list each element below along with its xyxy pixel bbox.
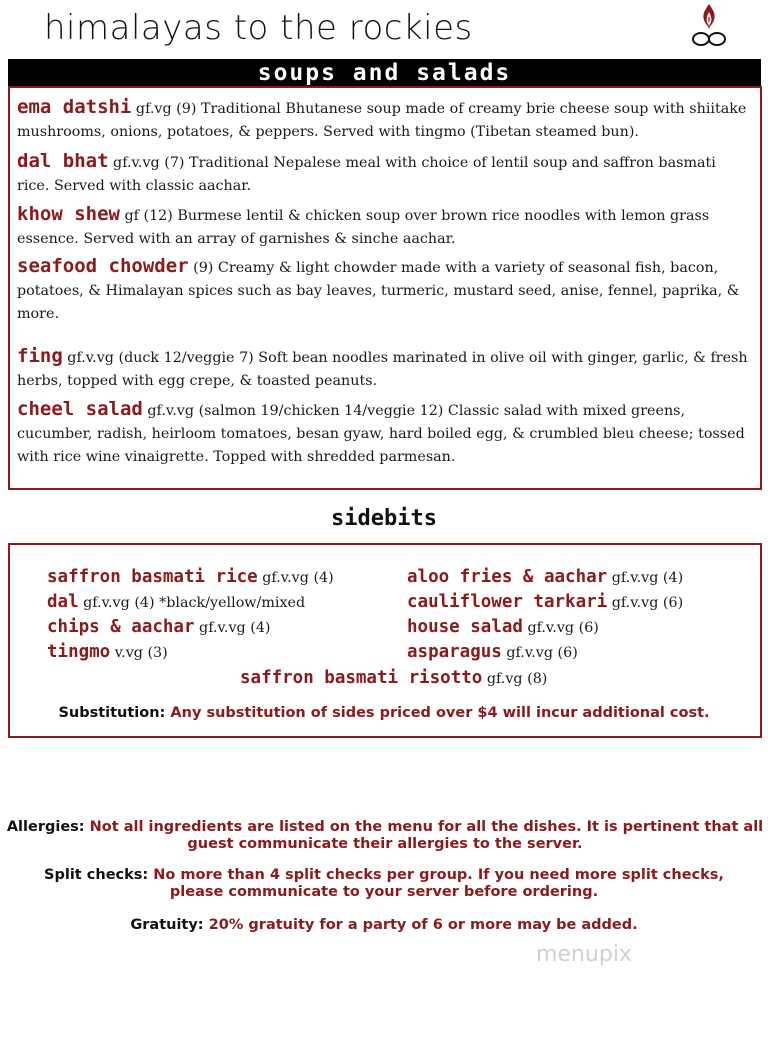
side-description: gf.v.vg (4) *black/yellow/mixed	[78, 595, 306, 611]
note-text: Any substitution of sides priced over $4 will incur additional cost.	[170, 705, 710, 721]
side-item	[407, 641, 578, 664]
allergies-note	[6, 819, 764, 853]
note-label: Substitution:	[58, 705, 171, 721]
side-name: aloo fries & aachar	[407, 567, 608, 587]
substitution-note	[0, 705, 768, 722]
menu-item	[17, 255, 752, 326]
note-text: Not all ingredients are listed on the menu for all the dishes. It is pertinent that all guest communicate their allergies to the server.	[89, 819, 764, 852]
side-description: gf.vg (8)	[482, 671, 548, 687]
note-label: Gratuity:	[130, 917, 209, 933]
side-name: saffron basmati risotto	[240, 668, 483, 688]
page-title: himalayas to the rockies	[44, 8, 473, 48]
note-text: No more than 4 split checks per group. If you need more split checks, please communicate to your server before ordering.	[153, 867, 724, 900]
menu-item	[17, 150, 752, 198]
section-heading-soups: soups and salads	[8, 59, 761, 88]
side-description: gf.v.vg (4)	[607, 570, 684, 586]
side-description: gf.v.vg (6)	[607, 595, 684, 611]
side-description: gf.v.vg (6)	[501, 645, 578, 661]
item-description: gf.v.vg (duck 12/veggie 7) Soft bean noodles marinated in olive oil with ginger, garlic, & fresh herbs, topped with egg crepe, & toasted peanuts.	[17, 350, 748, 389]
side-item	[47, 566, 334, 589]
item-name: khow shew	[17, 203, 120, 225]
menu-item	[17, 203, 752, 251]
side-item	[47, 591, 305, 614]
menu-item	[17, 345, 752, 393]
side-description: v.vg (3)	[110, 645, 168, 661]
item-name: dal bhat	[17, 150, 109, 172]
side-item	[407, 616, 599, 639]
note-text: 20% gratuity for a party of 6 or more may be added.	[208, 917, 638, 933]
side-description: gf.v.vg (6)	[522, 620, 599, 636]
side-name: saffron basmati rice	[47, 567, 258, 587]
item-description: gf.v.vg (salmon 19/chicken 14/veggie 12) Classic salad with mixed greens, cucumber, radish, heirloom tomatoes, besan gyaw, hard boiled egg, & crumbled bleu cheese; tossed with rice wine vinaigrette. Topped with shredded parmesan.	[17, 403, 745, 465]
side-item	[240, 667, 547, 690]
side-description: gf.v.vg (4)	[257, 570, 334, 586]
side-item	[47, 616, 271, 639]
item-description: gf.v.vg (7) Traditional Nepalese meal with choice of lentil soup and saffron basmati rice. Served with classic aachar.	[17, 155, 716, 194]
side-item	[407, 566, 683, 589]
item-name: seafood chowder	[17, 255, 189, 277]
item-description: gf (12) Burmese lentil & chicken soup over brown rice noodles with lemon grass essence. Served with an array of garnishes & sinche aachar.	[17, 208, 710, 247]
item-description: gf.vg (9) Traditional Bhutanese soup made of creamy brie cheese soup with shiitake mushrooms, onions, potatoes, & peppers. Served with tingmo (Tibetan steamed bun).	[17, 101, 747, 140]
side-name: house salad	[407, 617, 523, 637]
flame-logo-icon	[688, 2, 730, 50]
side-name: chips & aachar	[47, 617, 195, 637]
side-item	[407, 591, 683, 614]
split-checks-note	[30, 867, 738, 901]
side-item	[47, 641, 168, 664]
item-name: cheel salad	[17, 398, 143, 420]
side-name: tingmo	[47, 642, 111, 662]
item-name: fing	[17, 345, 63, 367]
menu-item	[17, 96, 752, 144]
note-label: Allergies:	[6, 819, 90, 835]
section-heading-sides: sidebits	[331, 506, 437, 531]
item-name: ema datshi	[17, 96, 132, 118]
side-name: asparagus	[407, 642, 502, 662]
item-description: (9) Creamy & light chowder made with a variety of seasonal fish, bacon, potatoes, & Himalayan spices such as bay leaves, turmeric, mustard seed, anise, fennel, paprika, & more.	[17, 260, 740, 322]
side-description: gf.v.vg (4)	[194, 620, 271, 636]
note-label: Split checks:	[44, 867, 154, 883]
gratuity-note	[0, 917, 768, 934]
side-name: cauliflower tarkari	[407, 592, 608, 612]
watermark: menupix	[536, 942, 632, 967]
side-name: dal	[47, 592, 79, 612]
menu-item	[17, 398, 752, 469]
